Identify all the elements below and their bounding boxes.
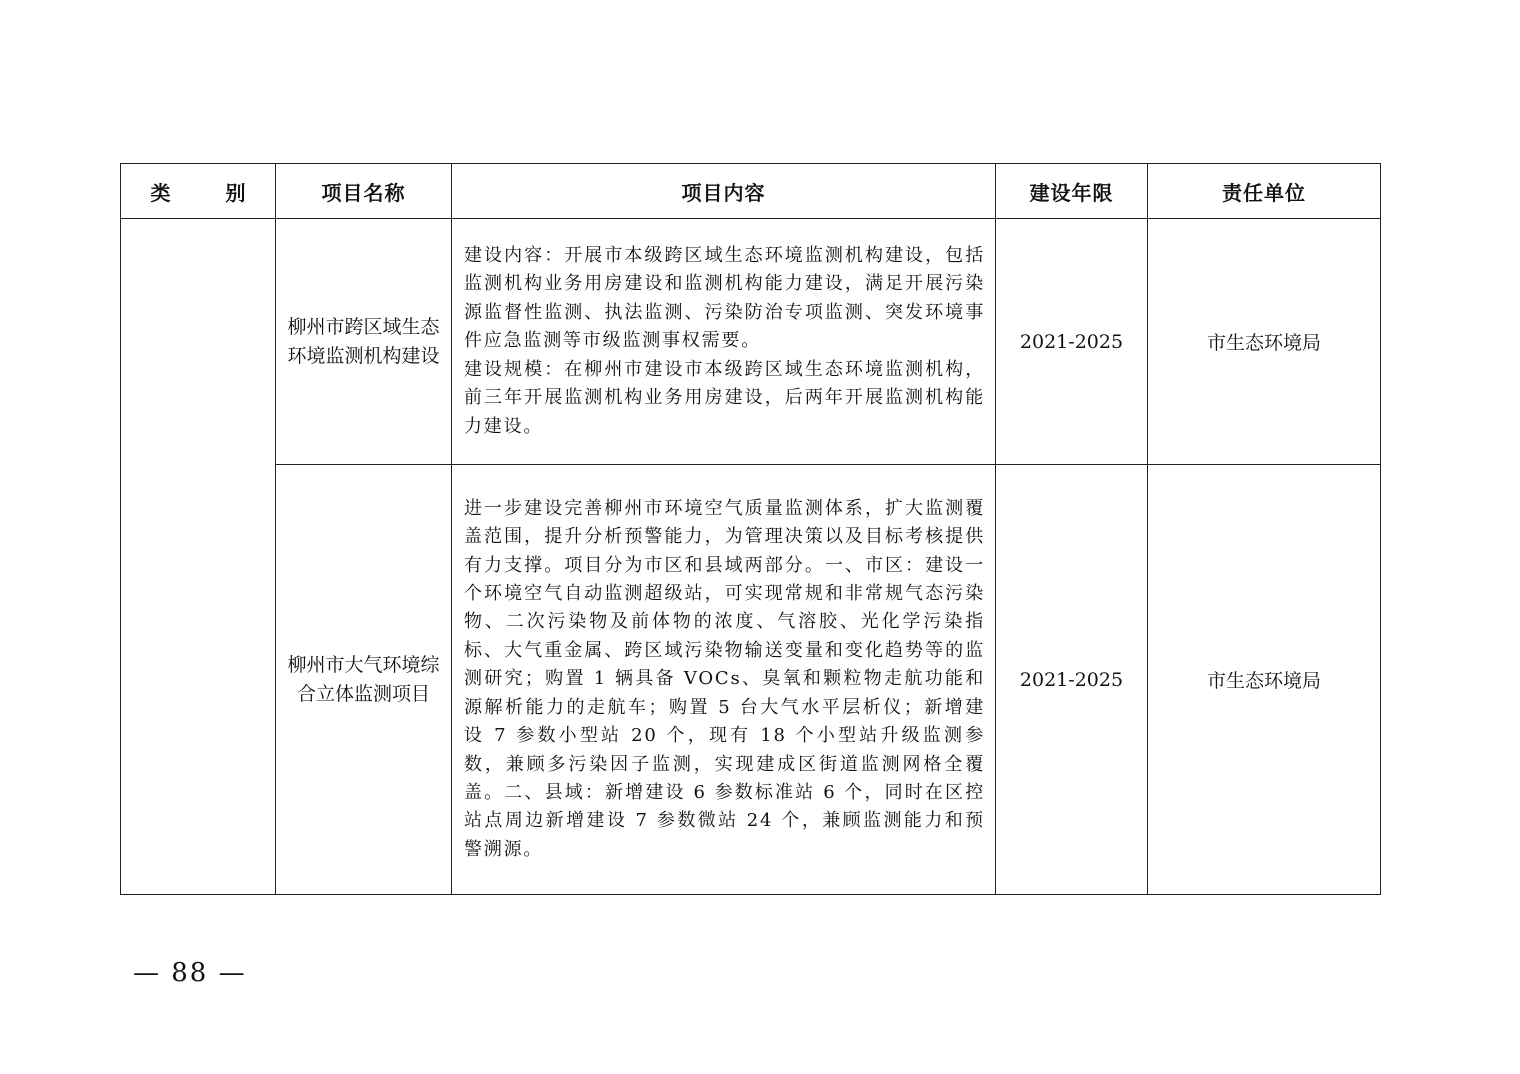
category-cell <box>121 219 276 895</box>
table-header-row <box>121 164 1381 219</box>
project-name-cell: 柳州市大气环境综合立体监测项目 <box>276 465 452 895</box>
responsible-unit-cell: 市生态环境局 <box>1148 465 1381 895</box>
table-row <box>121 465 1381 895</box>
header-responsible-unit: 责任单位 <box>1148 164 1381 219</box>
content-paragraph: 建设规模：在柳州市建设市本级跨区域生态环境监测机构，前三年开展监测机构业务用房建设，后两年开展监测机构能力建设。 <box>464 358 985 437</box>
content-paragraph: 进一步建设完善柳州市环境空气质量监测体系，扩大监测覆盖范围，提升分析预警能力，为管理决策以及目标考核提供有力支撑。项目分为市区和县域两部分。一、市区：建设一个环境空气自动监测超级站，可实现常规和非常规气态污染物、二次污染物及前体物的浓度、气溶胶、光化学污染指标、大气重金属、跨区域污染物输送变量和变化趋势等的监测研究；购置 1 辆具备 VOCs、臭氧和颗粒物走航功能和源解析能力的走航车；购置 5 台大气水平层析仪；新增建设 7 参数小型站 20 个，现有 18 个小型站升级监测参数，兼顾多污染因子监测，实现建成区街道监测网格全覆盖。二、县域：新增建设 6 参数标准站 6 个，同时在区控站点周边新增建设 7 参数微站 24 个，兼顾监测能力和预警溯源。 <box>464 497 985 860</box>
content-paragraph: 建设内容：开展市本级跨区域生态环境监测机构建设，包括监测机构业务用房建设和监测机构能力建设，满足开展污染源监督性监测、执法监测、污染防治专项监测、突发环境事件应急监测等市级监测事权需要。 <box>464 245 985 352</box>
page-number: — 88 — <box>133 958 247 988</box>
table-row <box>121 219 1381 465</box>
construction-period-cell: 2021-2025 <box>996 465 1148 895</box>
header-project-content: 项目内容 <box>452 164 996 219</box>
project-name-cell: 柳州市跨区域生态环境监测机构建设 <box>276 219 452 465</box>
responsible-unit-cell: 市生态环境局 <box>1148 219 1381 465</box>
project-content-cell <box>452 219 996 465</box>
header-project-name: 项目名称 <box>276 164 452 219</box>
header-category: 类 别 <box>121 164 276 219</box>
project-content-cell <box>452 465 996 895</box>
header-construction-period: 建设年限 <box>996 164 1148 219</box>
construction-period-cell: 2021-2025 <box>996 219 1148 465</box>
project-table <box>120 163 1381 895</box>
